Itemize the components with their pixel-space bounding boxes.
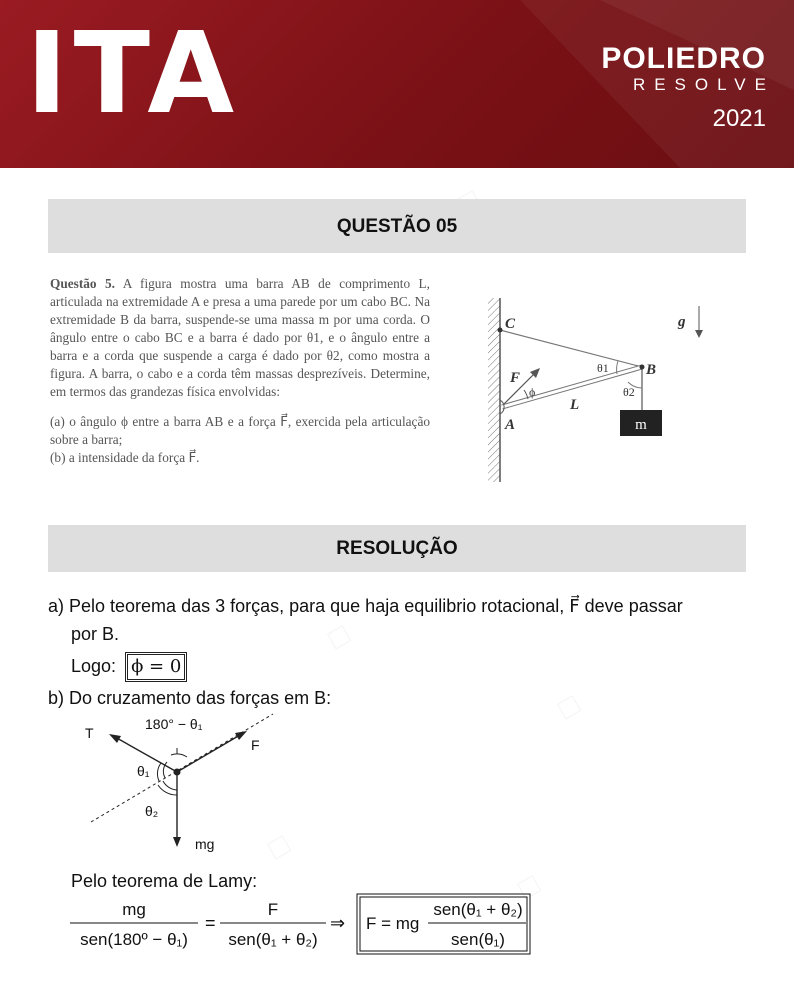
question-title: QUESTÃO 05 xyxy=(48,199,746,253)
figure-label-theta2: θ2 xyxy=(623,385,635,399)
brand-block xyxy=(601,42,775,132)
lamy-label: Pelo teorema de Lamy: xyxy=(71,871,258,891)
answer-a-line1: a) Pelo teorema das 3 forças, para que haja equilibrio rotacional, F⃗ deve passar xyxy=(48,596,683,616)
header-banner xyxy=(0,0,794,168)
watermark-logo xyxy=(323,617,357,656)
eq-result-numerator: sen(θ₁ + θ₂) xyxy=(433,900,523,919)
question-figure xyxy=(478,292,718,484)
diagram-label-theta1: θ₁ xyxy=(137,763,150,779)
figure-label-a: A xyxy=(505,417,516,433)
resolution-title: RESOLUÇÃO xyxy=(48,525,746,572)
figure-label-f: F⃗ xyxy=(510,370,532,386)
question-statement xyxy=(50,275,430,467)
svg-text:=: = xyxy=(205,913,216,933)
watermark-logo xyxy=(553,687,587,726)
eq-lhs-denominator: sen(180º − θ₁) xyxy=(80,930,188,949)
answer-a-line2: por B. xyxy=(71,624,120,644)
brand-name: POLIEDRO xyxy=(601,42,766,75)
eq-mid-numerator: F xyxy=(267,900,279,919)
eq-result-denominator: sen(θ₁) xyxy=(451,930,505,949)
eq-result-lhs: F = mg xyxy=(366,914,420,933)
mass-label: m xyxy=(635,417,647,433)
force-diagram xyxy=(75,710,315,860)
brand-subtitle: RESOLVE xyxy=(632,75,775,94)
question-item-b: (b) a intensidade da força F⃗. xyxy=(50,450,200,465)
diagram-label-t: T xyxy=(85,725,94,741)
logo-row xyxy=(71,652,187,682)
figure-label-l: L xyxy=(570,397,580,413)
eq-implies: ⇒ xyxy=(330,913,346,933)
wall xyxy=(488,298,500,482)
exam-year: 2021 xyxy=(712,105,766,132)
diagram-label-mg: mg xyxy=(195,836,215,852)
diagram-angle-top: 180° − θ₁ xyxy=(145,716,203,732)
diagram-label-f: F xyxy=(251,737,260,753)
question-paragraph: A figura mostra uma barra AB de comprimento L, articulada na extremidade A e presa a uma parede por um cabo BC. Na extremidade B da barra, suspende-se uma massa m por uma corda. O ângulo entre o cabo BC e a barra é dado por θ1, e o ângulo entre a barra e a corda que suspende a carga é dado por θ2, como mostra a figura. A barra, o cabo e a corda têm massas desprezíveis. Determine, em termos das grandezas física envolvidas: xyxy=(50,276,430,399)
answer-b-line: b) Do cruzamento das forças em B: xyxy=(48,688,332,708)
figure-label-g: g⃗ xyxy=(678,314,698,330)
question-item-a: (a) o ângulo ϕ entre a barra AB e a força F⃗, exercida pela articulação sobre a barra; xyxy=(50,414,430,447)
eq-mid-denominator: sen(θ₁ + θ₂) xyxy=(228,930,318,949)
force-f-arrow xyxy=(177,735,240,772)
logo-formula: ϕ = 0 xyxy=(127,654,185,680)
figure-label-b: B xyxy=(646,362,657,378)
lamy-equation xyxy=(68,893,548,957)
eq-lhs-numerator: mg xyxy=(122,900,146,919)
cable-bc xyxy=(500,330,642,367)
logo-label: Logo: xyxy=(71,656,117,676)
diagram-label-theta2: θ₂ xyxy=(145,803,159,819)
exam-logo: ITA xyxy=(26,9,241,139)
figure-label-c: C xyxy=(505,316,516,332)
figure-label-phi: ϕ xyxy=(529,385,536,399)
figure-label-theta1: θ1 xyxy=(597,361,609,375)
question-label: Questão 5. xyxy=(50,276,115,291)
